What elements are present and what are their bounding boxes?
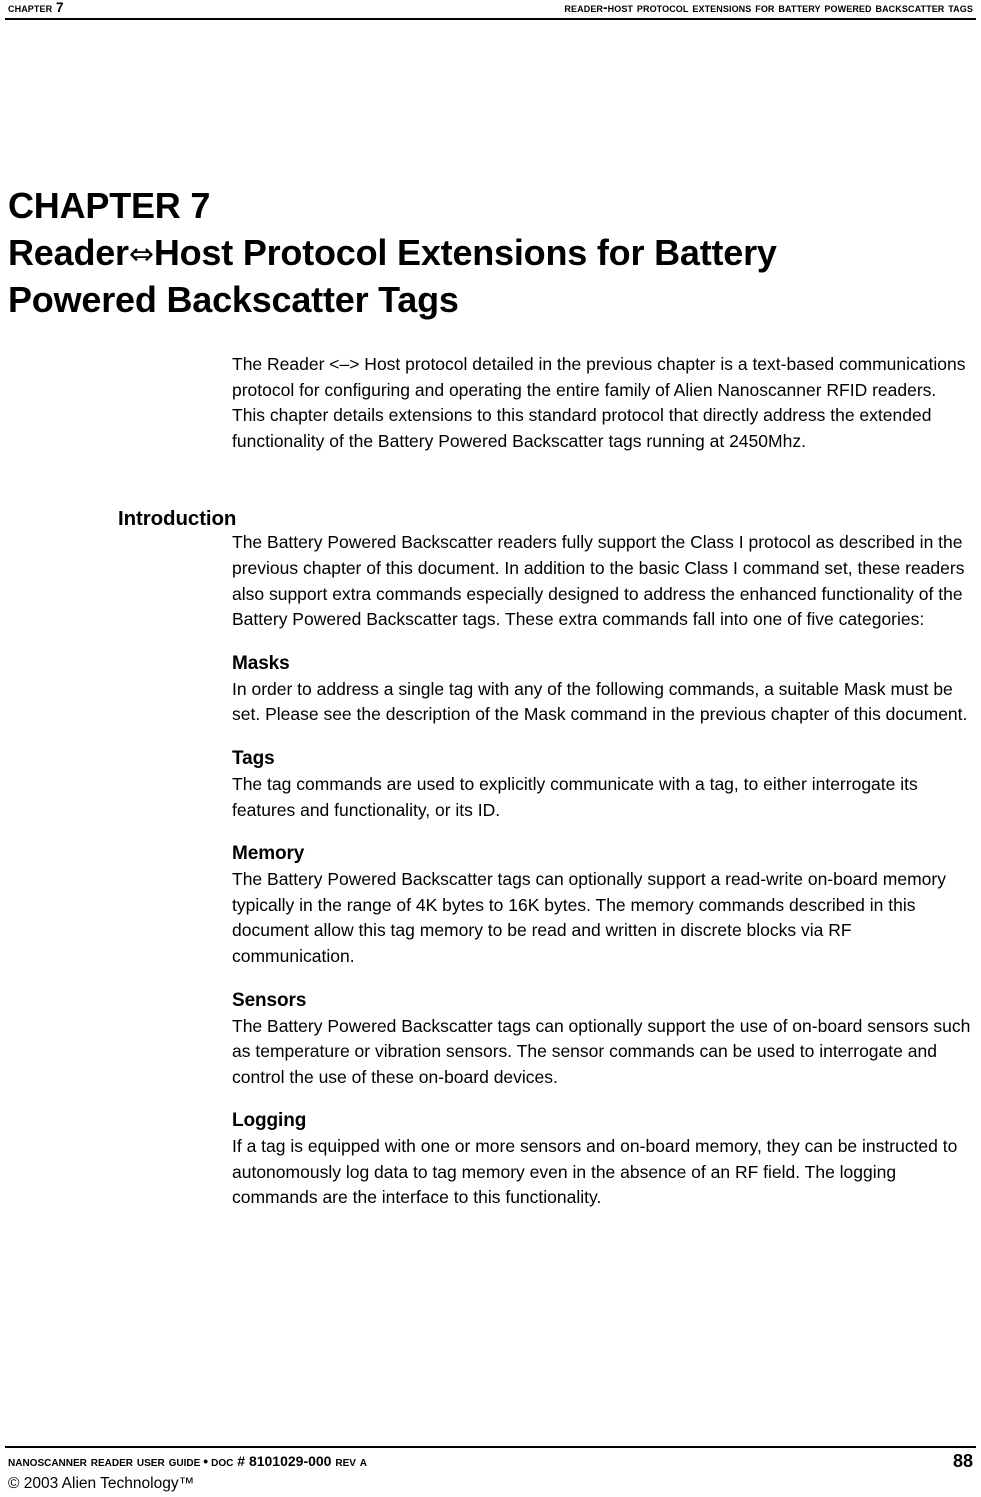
footer-doc-number: doc # 8101029-000 rev a — [211, 1453, 368, 1469]
page-footer — [8, 1452, 973, 1496]
subsection-paragraph-tags: The tag commands are used to explicitly communicate with a tag, to either interrogate its features and functionality, or its ID. — [232, 773, 918, 820]
body-content-column — [232, 352, 972, 1211]
introduction-paragraph: The Battery Powered Backscatter readers fully support the Class I protocol as described in the previous chapter of this document. In addition to the basic Class I command set, these readers also support extra commands especially designed to address the enhanced functionality of the Battery Powered Backscatter tags. These extra commands fall into one of five categories: — [232, 532, 965, 630]
chapter-title-line-1 — [8, 229, 971, 276]
header-chapter-label: chapter 7 — [8, 0, 64, 15]
spacer — [232, 1090, 972, 1108]
footer-divider — [5, 1446, 976, 1448]
footer-document-info — [8, 1452, 367, 1471]
subsection-paragraph-masks: In order to address a single tag with any of the following commands, a suitable Mask must be set. Please see the description of the Mask command in the previous chapter of this document. — [232, 678, 968, 725]
subsection-paragraph-logging: If a tag is equipped with one or more sensors and on-board memory, they can be instructed to autonomously log data to tag memory even in the absence of an RF field. The logging commands are the interface to this functionality. — [232, 1136, 958, 1208]
footer-top-row — [8, 1452, 973, 1471]
spacer — [232, 823, 972, 841]
spacer — [232, 970, 972, 988]
subsection-paragraph-sensors: The Battery Powered Backscatter tags can optionally support the use of on-board sensors such as temperature or vibration sensors. The sensor commands can be used to interrogate and control the use of these on-board devices. — [232, 1015, 971, 1087]
chapter-number-line: CHAPTER 7 — [8, 185, 211, 226]
intro-lead-paragraph: The Reader <–> Host protocol detailed in the previous chapter is a text-based communications protocol for configuring and operating the entire family of Alien Nanoscanner RFID readers. This chapter details extensions to this standard protocol that directly address the extended functionality of the Battery Powered Backscatter tags running at 2450Mhz. — [232, 354, 966, 451]
subsection-heading-sensors: Sensors — [232, 989, 307, 1011]
left-right-double-arrow-icon: ⇔ — [128, 237, 154, 272]
page-title — [8, 182, 971, 323]
header-document-title: reader-host protocol extensions for battery powered backscatter tags — [564, 0, 973, 15]
chapter-title-line-2: Powered Backscatter Tags — [8, 279, 459, 320]
spacer — [232, 633, 972, 651]
subsection-heading-tags: Tags — [232, 747, 275, 769]
introduction-heading-gap — [232, 454, 972, 530]
header-divider — [5, 18, 976, 20]
page-number: 88 — [952, 1451, 973, 1471]
title-host-phrase: Host Protocol Extensions for Battery — [153, 232, 777, 273]
footer-bullet-separator: • — [203, 1453, 209, 1469]
subsection-paragraph-memory: The Battery Powered Backscatter tags can optionally support a read-write on-board memory typically in the range of 4K bytes to 16K bytes. The memory commands described in this document allow this tag memory to be read and written in discrete blocks via RF communication. — [232, 869, 946, 966]
page-header — [8, 0, 973, 20]
title-reader-word: Reader — [8, 232, 129, 273]
subsection-heading-masks: Masks — [232, 652, 290, 674]
footer-guide-name: nanoscanner reader user guide — [8, 1453, 201, 1469]
subsection-heading-memory: Memory — [232, 843, 305, 865]
spacer — [232, 728, 972, 746]
footer-copyright: © 2003 Alien Technology™ — [8, 1475, 195, 1492]
subsection-heading-logging: Logging — [232, 1110, 307, 1132]
section-heading-introduction: Introduction — [118, 507, 237, 530]
